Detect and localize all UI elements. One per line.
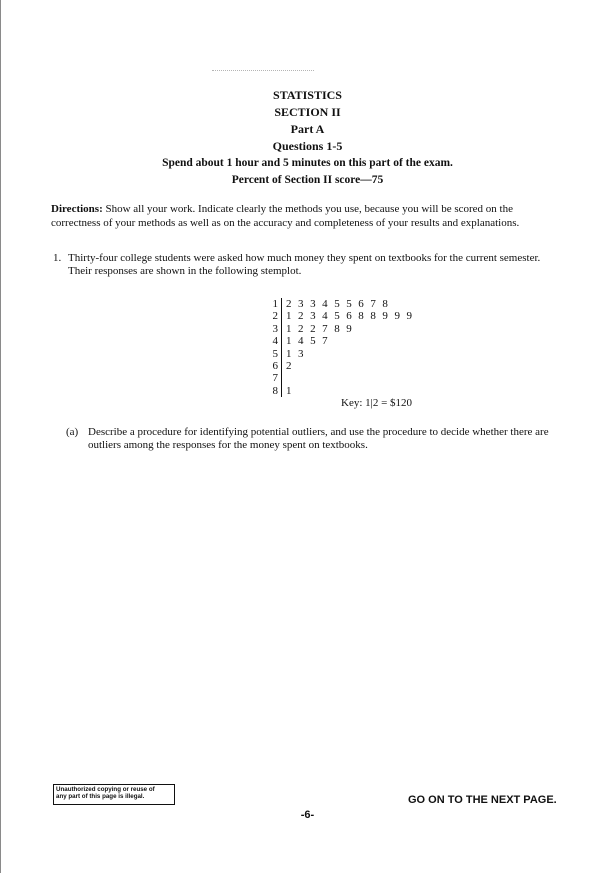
leaf-values: 1 4 5 7 xyxy=(286,335,330,348)
leaf-values xyxy=(282,372,286,384)
leaf-values: 2 xyxy=(286,359,294,372)
stemplot-row xyxy=(264,310,414,322)
section-heading xyxy=(0,87,615,189)
copyright-line-1: Unauthorized copying or reuse of xyxy=(56,786,155,793)
stemplot-row xyxy=(264,298,414,310)
copyright-notice xyxy=(53,784,175,805)
stem-value: 6 xyxy=(264,360,282,372)
stem-value: 2 xyxy=(264,310,282,322)
page-number: -6- xyxy=(300,809,315,821)
leaf-values: 1 2 3 4 5 6 8 8 9 9 9 xyxy=(286,310,414,323)
directions-label: Directions: xyxy=(51,203,103,215)
directions-paragraph xyxy=(51,202,563,230)
stemplot-row xyxy=(264,385,414,397)
copyright-line-2: any part of this page is illegal. xyxy=(56,793,145,801)
stemplot-row xyxy=(264,323,414,335)
go-on-notice: GO ON TO THE NEXT PAGE. xyxy=(408,794,557,806)
leaf-values: 1 3 xyxy=(286,347,306,360)
section-label: SECTION II xyxy=(274,105,341,119)
stemplot-row xyxy=(264,335,414,347)
questions-range: Questions 1-5 xyxy=(272,139,343,153)
directions-text: Show all your work. Indicate clearly the methods you use, because you will be scored on the correctness of your methods as well as on the accuracy and completeness of your results and explanations. xyxy=(51,203,520,229)
time-instruction: Spend about 1 hour and 5 minutes on this part of the exam. xyxy=(162,157,453,169)
part-label: Part A xyxy=(290,122,325,136)
stemplot-key: Key: 1|2 = $120 xyxy=(341,397,413,409)
part-a-label: (a) xyxy=(66,426,79,438)
faint-header-rule xyxy=(212,70,314,75)
stemplot-row xyxy=(264,372,414,384)
stem-value: 8 xyxy=(264,385,282,397)
stem-value: 5 xyxy=(264,348,282,360)
stem-value: 3 xyxy=(264,323,282,335)
part-a-text: Describe a procedure for identifying potential outliers, and use the procedure to decide whether there are outliers among the responses for the money spent on textbooks. xyxy=(88,426,549,451)
stem-value: 4 xyxy=(264,335,282,347)
stemplot xyxy=(264,298,414,397)
stem-value: 7 xyxy=(264,372,282,384)
leaf-values: 1 2 2 7 8 9 xyxy=(286,322,354,335)
leaf-values: 2 3 3 4 5 5 6 7 8 xyxy=(286,298,390,310)
stemplot-row xyxy=(264,348,414,360)
stem-value: 1 xyxy=(264,298,282,310)
exam-title: STATISTICS xyxy=(273,88,342,102)
leaf-values: 1 xyxy=(286,384,294,397)
question-text: Thirty-four college students were asked how much money they spent on textbooks for the current semester. Their responses are shown in the following stemplot. xyxy=(68,252,541,277)
question-number: 1. xyxy=(53,252,62,264)
score-percent: Percent of Section II score—75 xyxy=(231,174,384,186)
stemplot-row xyxy=(264,360,414,372)
